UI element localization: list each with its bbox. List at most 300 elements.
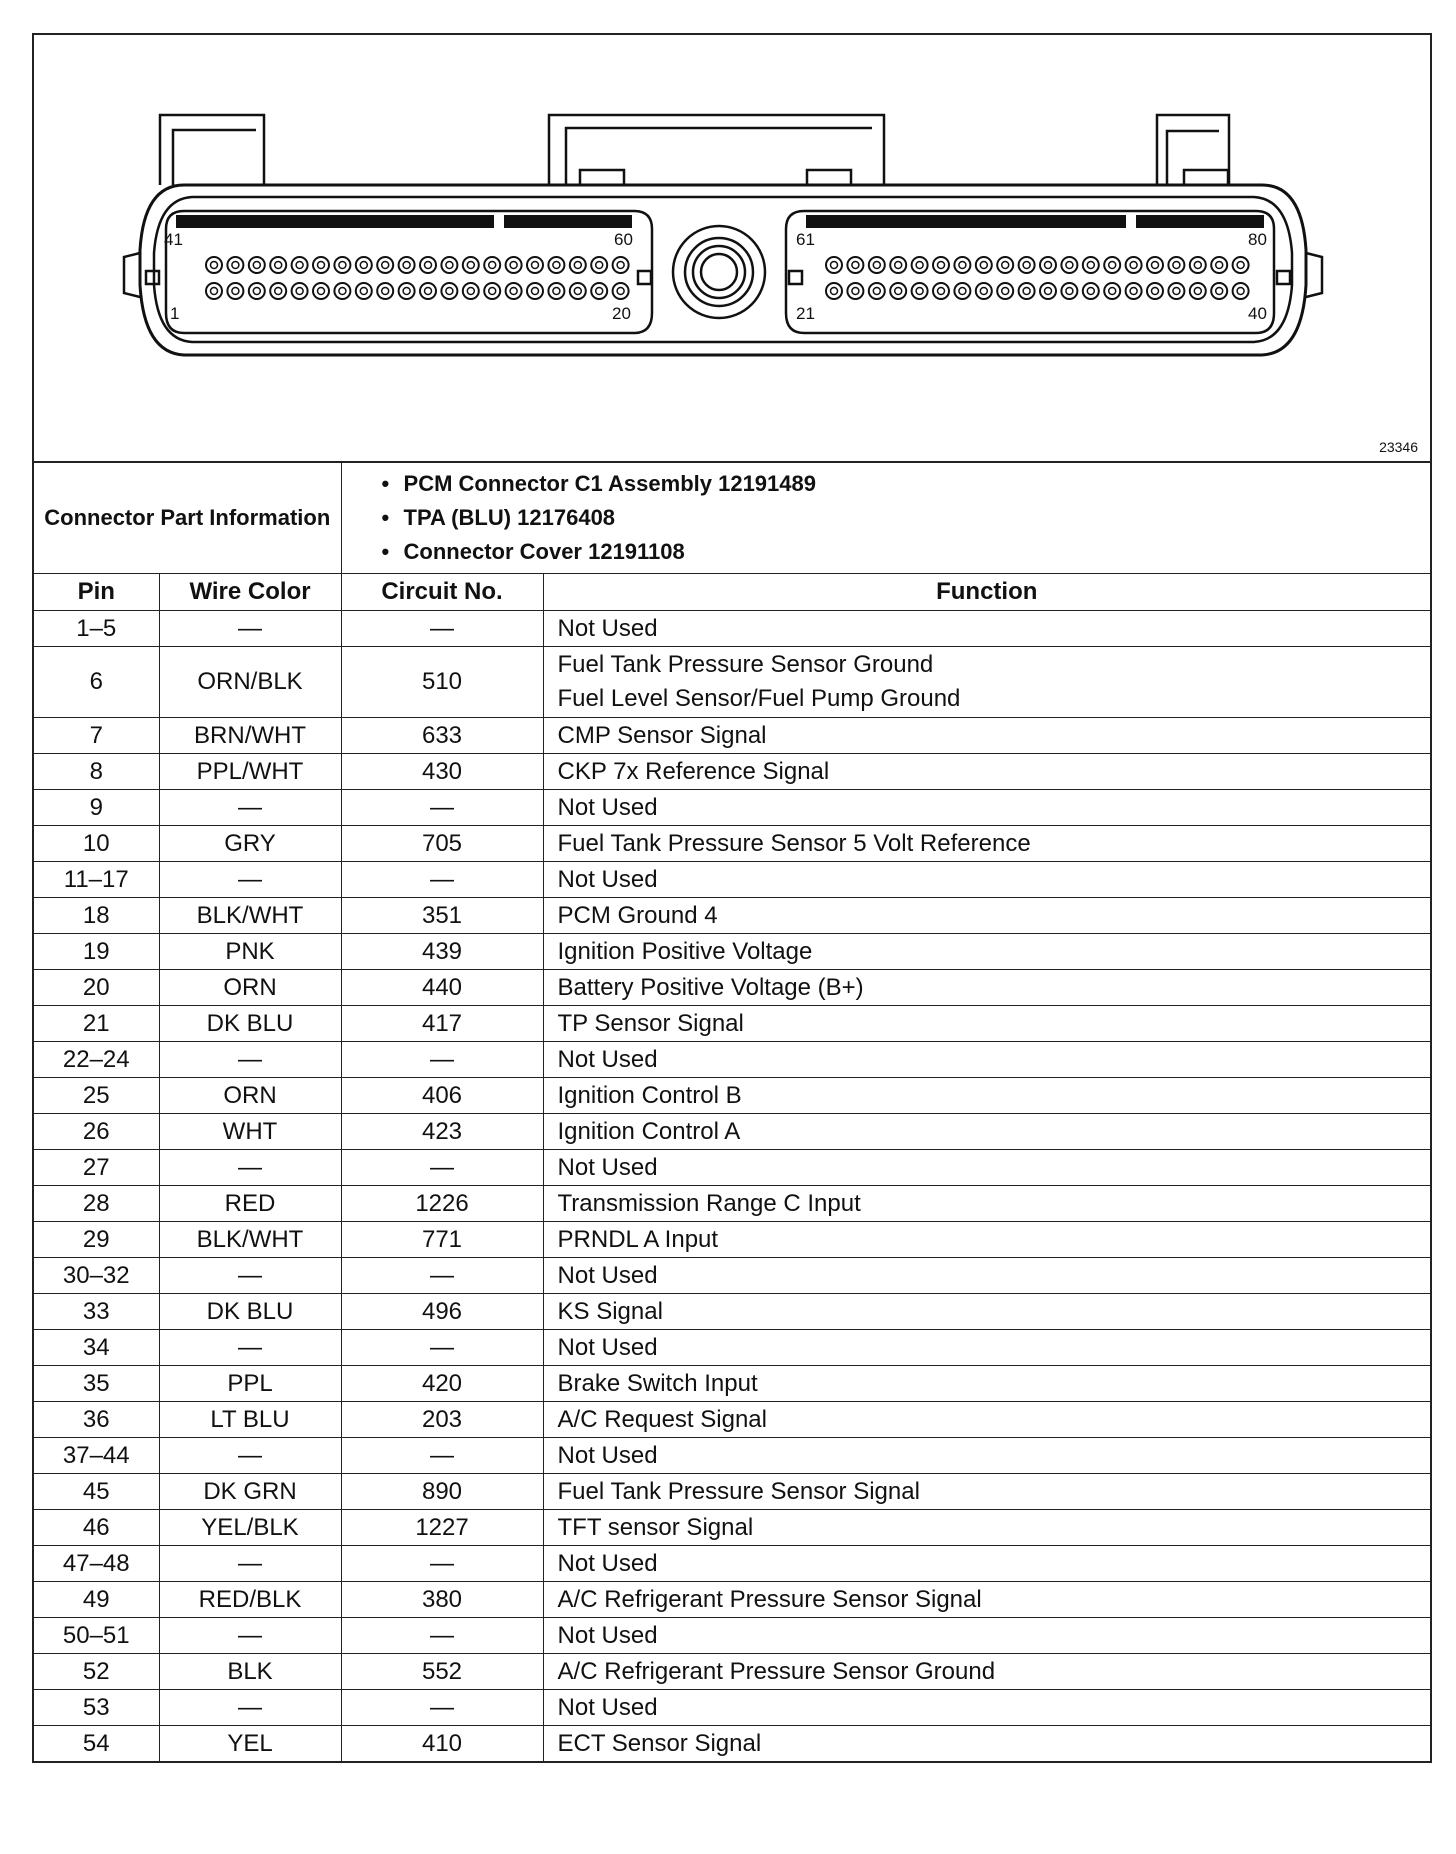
pin-cell: 50–51 [34,1618,159,1654]
table-row [34,1042,1430,1078]
pin-hole [826,257,842,273]
pin-hole [1168,257,1184,273]
pin-hole-inner [938,288,945,295]
pin-hole-inner [446,288,453,295]
pin-hole-inner [275,288,282,295]
pin-hole-inner [553,288,560,295]
pin-hole-inner [895,288,902,295]
function-line: Ignition Control A [557,1117,741,1145]
function-line: Not Used [557,793,658,821]
pin-hole [420,283,436,299]
circuit-cell: — [341,1618,543,1654]
pin-hole [527,257,543,273]
pin-cell: 35 [34,1366,159,1402]
table-row [34,1726,1430,1762]
pin-hole-inner [1237,288,1244,295]
pin-hole [399,283,415,299]
function-line: A/C Refrigerant Pressure Sensor Ground [557,1657,996,1685]
pin-hole-inner [1152,262,1159,269]
pin-hole [399,257,415,273]
pin-hole-inner [1216,288,1223,295]
wire-color-cell: YEL/BLK [159,1510,341,1546]
wire-color-cell: — [159,1546,341,1582]
pin-hole-inner [510,288,517,295]
pin-cell: 26 [34,1114,159,1150]
function-line: PRNDL A Input [557,1225,719,1253]
function-line: Brake Switch Input [557,1369,758,1397]
circuit-cell: — [341,1438,543,1474]
pin-hole [484,283,500,299]
pin-cell: 1–5 [34,611,159,647]
function-line: Ignition Control B [557,1081,742,1109]
pin-hole [1019,283,1035,299]
function-cell [543,1114,1430,1150]
table-row [34,1150,1430,1186]
pin-hole [1061,257,1077,273]
table-row [34,1654,1430,1690]
circuit-cell: 410 [341,1726,543,1762]
circuit-cell: — [341,862,543,898]
pin-hole [356,283,372,299]
pin-hole-inner [617,262,624,269]
circuit-cell: — [341,1150,543,1186]
pin-hole [912,257,928,273]
circuit-cell: 406 [341,1078,543,1114]
wire-color-cell: ORN [159,970,341,1006]
pin-label-60: 60 [614,230,633,249]
pin-hole-inner [382,262,389,269]
pin-hole-inner [553,262,560,269]
pin-cell: 53 [34,1690,159,1726]
wire-color-cell: PNK [159,934,341,970]
pin-hole [249,283,265,299]
pin-label-61: 61 [796,230,815,249]
pin-hole-inner [467,288,474,295]
pin-cell: 54 [34,1726,159,1762]
function-line: PCM Ground 4 [557,901,718,929]
pin-hole-inner [318,288,325,295]
table-row [34,1186,1430,1222]
pin-hole-inner [1216,262,1223,269]
pin-hole [334,283,350,299]
function-cell [543,1438,1430,1474]
pin-hole [527,283,543,299]
pin-label-80: 80 [1248,230,1267,249]
function-line: Transmission Range C Input [557,1189,861,1217]
wire-color-cell: — [159,1618,341,1654]
pin-cell: 7 [34,718,159,754]
pin-hole-inner [980,262,987,269]
table-row [34,647,1430,718]
pin-hole-inner [532,288,539,295]
pin-hole [890,283,906,299]
pin-hole [1233,257,1249,273]
wire-color-cell: — [159,1042,341,1078]
table-row [34,1690,1430,1726]
pin-hole [441,283,457,299]
pin-hole [1126,257,1142,273]
pin-hole [377,283,393,299]
pin-hole-inner [916,288,923,295]
pin-hole [292,283,308,299]
circuit-cell: 890 [341,1474,543,1510]
pin-cell: 20 [34,970,159,1006]
circuit-cell: 440 [341,970,543,1006]
connector-info-item: • Connector Cover 12191108 [381,539,685,564]
pin-hole [548,257,564,273]
pin-hole [463,283,479,299]
pin-hole-inner [938,262,945,269]
header-wire-color: Wire Color [159,574,341,611]
wire-color-cell: ORN/BLK [159,647,341,718]
pin-hole-inner [467,262,474,269]
connector-info-item: • PCM Connector C1 Assembly 12191489 [381,471,816,496]
circuit-cell: — [341,790,543,826]
circuit-cell: 633 [341,718,543,754]
circuit-cell: 430 [341,754,543,790]
pin-cell: 36 [34,1402,159,1438]
function-line: Not Used [557,1549,658,1577]
pin-hole [847,283,863,299]
wire-color-cell: DK BLU [159,1294,341,1330]
pin-hole-inner [360,262,367,269]
pin-hole-inner [1045,262,1052,269]
circuit-cell: 420 [341,1366,543,1402]
pin-hole [1061,283,1077,299]
function-line: Not Used [557,1045,658,1073]
pin-hole-inner [275,262,282,269]
connector-part-info-label: Connector Part Information [34,463,341,574]
function-cell [543,862,1430,898]
pin-hole [377,257,393,273]
pin-cell: 49 [34,1582,159,1618]
table-row [34,1546,1430,1582]
function-line: CMP Sensor Signal [557,721,767,749]
table-row [34,1294,1430,1330]
table-header-row [34,574,1430,611]
pin-hole [1126,283,1142,299]
function-line: Fuel Level Sensor/Fuel Pump Ground [557,685,961,712]
pin-cell: 33 [34,1294,159,1330]
function-line: CKP 7x Reference Signal [557,757,830,785]
pin-hole-inner [1109,262,1116,269]
function-line: Not Used [557,1333,658,1361]
function-line: Not Used [557,1261,658,1289]
pin-hole [1040,283,1056,299]
pin-hole-inner [831,262,838,269]
function-line: Not Used [557,1621,658,1649]
function-line: KS Signal [557,1297,663,1325]
pin-cell: 28 [34,1186,159,1222]
pin-hole [997,257,1013,273]
function-line: TP Sensor Signal [557,1009,744,1037]
circuit-cell: 552 [341,1654,543,1690]
function-cell [543,1042,1430,1078]
pin-hole-inner [339,288,346,295]
pin-hole [1211,257,1227,273]
pin-cell: 6 [34,647,159,718]
pin-hole [613,257,629,273]
function-cell [543,1690,1430,1726]
table-row [34,826,1430,862]
pin-cell: 47–48 [34,1546,159,1582]
function-cell [543,1582,1430,1618]
pin-hole [313,257,329,273]
pin-hole-inner [1237,262,1244,269]
pin-cell: 37–44 [34,1438,159,1474]
table-row [34,1114,1430,1150]
pin-hole [933,257,949,273]
pin-cell: 9 [34,790,159,826]
pin-label-40: 40 [1248,304,1267,323]
circuit-cell: 771 [341,1222,543,1258]
pin-label-41: 41 [164,230,183,249]
pin-hole-inner [895,262,902,269]
wire-color-cell: — [159,1438,341,1474]
function-cell [543,1294,1430,1330]
function-cell [543,647,1430,718]
table-row [34,970,1430,1006]
function-cell [543,1258,1430,1294]
circuit-cell: 496 [341,1294,543,1330]
wire-color-cell: RED/BLK [159,1582,341,1618]
connector-sheet [32,33,1432,1763]
pin-hole [1190,257,1206,273]
function-line: TFT sensor Signal [557,1513,754,1541]
pin-hole [1104,283,1120,299]
pin-hole-inner [1087,262,1094,269]
wire-color-cell: BLK [159,1654,341,1690]
pin-hole [570,257,586,273]
pin-hole-inner [425,262,432,269]
circuit-cell: — [341,1330,543,1366]
pin-hole-inner [1045,288,1052,295]
function-cell [543,1006,1430,1042]
pin-hole [613,283,629,299]
pin-hole [292,257,308,273]
table-row [34,898,1430,934]
circuit-cell: 439 [341,934,543,970]
circuit-cell: 417 [341,1006,543,1042]
pin-cell: 29 [34,1222,159,1258]
pin-cell: 22–24 [34,1042,159,1078]
connector-diagram [34,35,1430,463]
pin-hole-inner [1087,288,1094,295]
pin-hole [506,257,522,273]
pin-hole [484,257,500,273]
pin-hole-inner [873,262,880,269]
function-cell [543,790,1430,826]
pin-hole-inner [403,288,410,295]
table-row [34,1366,1430,1402]
pin-hole [1083,257,1099,273]
pin-hole [334,257,350,273]
circuit-cell: — [341,1546,543,1582]
pin-hole [591,257,607,273]
function-line: Battery Positive Voltage (B+) [557,973,864,1001]
pin-hole [206,257,222,273]
pin-hole [270,257,286,273]
pin-hole-inner [403,262,410,269]
circuit-cell: 203 [341,1402,543,1438]
header-function: Function [543,574,1430,611]
function-line: Not Used [557,614,658,642]
circuit-cell: 1226 [341,1186,543,1222]
pin-hole-inner [1130,288,1137,295]
table-row [34,1438,1430,1474]
pin-hole [997,283,1013,299]
pin-hole [313,283,329,299]
wire-color-cell: BRN/WHT [159,718,341,754]
function-cell [543,1618,1430,1654]
pin-hole [954,257,970,273]
table-row [34,1510,1430,1546]
wire-color-cell: PPL/WHT [159,754,341,790]
pin-hole-inner [425,288,432,295]
function-line: Fuel Tank Pressure Sensor Signal [557,1477,920,1505]
pin-hole [869,283,885,299]
wire-color-cell: — [159,611,341,647]
pin-hole [954,283,970,299]
pin-hole-inner [1002,262,1009,269]
pin-hole [570,283,586,299]
pin-hole-inner [253,288,260,295]
table-row [34,934,1430,970]
table-row [34,862,1430,898]
header-circuit: Circuit No. [341,574,543,611]
pin-hole [356,257,372,273]
circuit-cell: 1227 [341,1510,543,1546]
circuit-cell: — [341,1042,543,1078]
pin-hole [1211,283,1227,299]
function-cell [543,1222,1430,1258]
pin-hole-inner [318,262,325,269]
connector-info-item: • TPA (BLU) 12176408 [381,505,616,530]
pin-label-20: 20 [612,304,631,323]
wire-color-cell: PPL [159,1366,341,1402]
pin-hole-inner [232,262,239,269]
pin-table [34,463,1430,1761]
table-row [34,1078,1430,1114]
function-cell [543,1402,1430,1438]
pin-hole-inner [1194,262,1201,269]
table-row [34,1582,1430,1618]
pin-hole-inner [1173,288,1180,295]
pin-hole-inner [852,288,859,295]
function-cell [543,826,1430,862]
table-row [34,1330,1430,1366]
function-cell [543,934,1430,970]
function-cell [543,611,1430,647]
function-line: Fuel Tank Pressure Sensor 5 Volt Reference [557,829,1031,857]
circuit-cell: — [341,1690,543,1726]
table-row [34,1402,1430,1438]
pin-hole-inner [617,288,624,295]
function-cell [543,1330,1430,1366]
function-cell [543,1186,1430,1222]
function-line: Not Used [557,1153,658,1181]
connector-drawing [34,35,1430,459]
pin-hole-inner [446,262,453,269]
function-line: A/C Request Signal [557,1405,767,1433]
wire-color-cell: — [159,1150,341,1186]
pin-hole-inner [1002,288,1009,295]
pin-hole [976,257,992,273]
pin-hole-inner [980,288,987,295]
pin-hole-inner [852,262,859,269]
pin-hole-inner [596,262,603,269]
function-cell [543,1726,1430,1762]
function-cell [543,1654,1430,1690]
function-cell [543,1150,1430,1186]
circuit-cell: 705 [341,826,543,862]
function-line: Not Used [557,865,658,893]
pin-hole-inner [1066,262,1073,269]
circuit-cell: 423 [341,1114,543,1150]
pin-hole-inner [339,262,346,269]
wire-color-cell: YEL [159,1726,341,1762]
circuit-cell: — [341,1258,543,1294]
pin-hole [463,257,479,273]
pin-hole [441,257,457,273]
pin-hole-inner [1130,262,1137,269]
table-row [34,1258,1430,1294]
function-cell [543,718,1430,754]
table-row [34,754,1430,790]
pin-hole [249,257,265,273]
pin-hole [1147,283,1163,299]
pin-hole [847,257,863,273]
pin-hole-inner [1173,262,1180,269]
pin-hole [227,283,243,299]
pin-hole-inner [489,288,496,295]
pin-hole-inner [510,262,517,269]
pin-hole-inner [873,288,880,295]
pin-hole-inner [296,288,303,295]
pin-cell: 27 [34,1150,159,1186]
pin-cell: 25 [34,1078,159,1114]
function-cell [543,1474,1430,1510]
pin-hole [826,283,842,299]
pin-hole [976,283,992,299]
pin-hole-inner [1152,288,1159,295]
function-line: Fuel Tank Pressure Sensor Ground [557,651,934,678]
pin-hole [227,257,243,273]
function-line: Not Used [557,1693,658,1721]
pin-hole [1083,283,1099,299]
wire-color-cell: — [159,1330,341,1366]
table-row [34,790,1430,826]
pin-hole [890,257,906,273]
pin-hole-inner [1023,288,1030,295]
pin-hole-inner [232,288,239,295]
wire-color-cell: WHT [159,1114,341,1150]
wire-color-cell: ORN [159,1078,341,1114]
table-row [34,1474,1430,1510]
pin-hole-inner [296,262,303,269]
pin-cell: 45 [34,1474,159,1510]
wire-color-cell: — [159,1258,341,1294]
pin-hole-inner [1109,288,1116,295]
connector-part-info-list [341,463,1430,574]
pin-cell: 34 [34,1330,159,1366]
pin-hole [1104,257,1120,273]
function-cell [543,754,1430,790]
pin-hole-inner [959,288,966,295]
table-row [34,718,1430,754]
pin-hole-inner [831,288,838,295]
pin-hole-inner [916,262,923,269]
